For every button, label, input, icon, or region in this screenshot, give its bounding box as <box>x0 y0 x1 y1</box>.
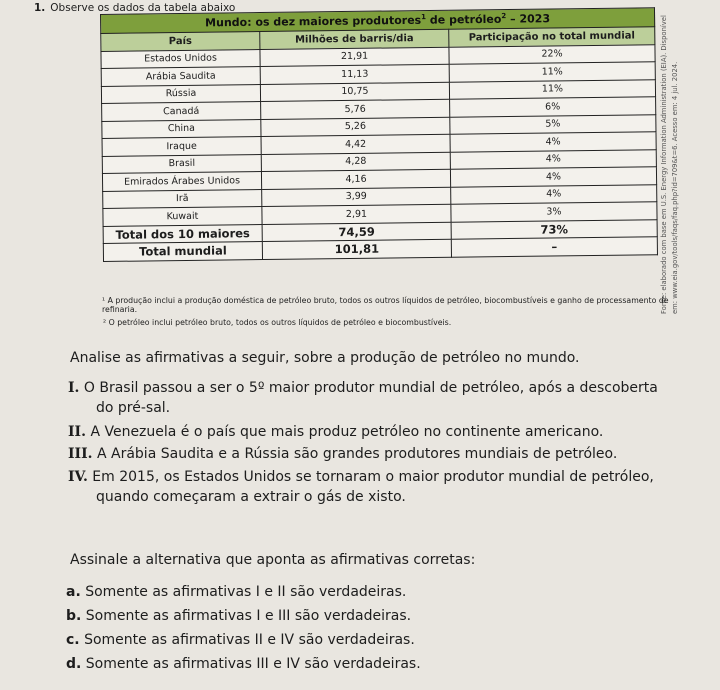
table-cell: – <box>451 237 657 257</box>
table-source: Fonte: elaborado com base em U.S. Energy Information Administration (EIA). Disponível em: www.eia.gov/tools/faqs/faq.php?id=709&t=6. Acesso em: 4 jul. 2024. <box>660 15 679 314</box>
table-cell: 6% <box>450 97 656 117</box>
table-cell: Estados Unidos <box>101 49 260 68</box>
table-cell: Total dos 10 maiores <box>103 224 262 243</box>
table-cell: 74,59 <box>262 222 451 242</box>
column-header: Milhões de barris/dia <box>260 29 449 49</box>
table-cell: Total mundial <box>103 242 262 261</box>
table-cell: Canadá <box>102 102 261 121</box>
statement-2: II. A Venezuela é o país que mais produz petróleo no continente americano. <box>68 424 604 440</box>
table-cell: 11% <box>449 62 655 82</box>
intro-text: Analise as afirmativas a seguir, sobre a produção de petróleo no mundo. <box>70 350 580 366</box>
table-cell: 21,91 <box>260 47 449 67</box>
table-cell: 2,91 <box>262 204 451 224</box>
footnote-1: ¹ A produção inclui a produção doméstica de petróleo bruto, todos os outros líquidos de petróleo, biocombustíveis e ganho de processamento de refinaria. <box>102 296 669 314</box>
alternative-c[interactable]: c. Somente as afirmativas II e IV são verdadeiras. <box>66 632 415 648</box>
table-cell: Brasil <box>102 154 261 173</box>
table-cell: Emirados Árabes Unidos <box>102 172 261 191</box>
table-cell: Kuwait <box>103 207 262 226</box>
column-header: País <box>101 32 260 51</box>
column-header: Participação no total mundial <box>449 27 655 47</box>
table-cell: Rússia <box>101 84 260 103</box>
table-cell: 5,26 <box>261 117 450 137</box>
table-cell: 11% <box>449 79 655 99</box>
table-cell: Arábia Saudita <box>101 67 260 86</box>
alternative-d[interactable]: d. Somente as afirmativas III e IV são verdadeiras. <box>66 656 421 672</box>
table-cell: 22% <box>449 44 655 64</box>
table-cell: 73% <box>451 219 657 239</box>
table-cell: 4,28 <box>261 152 450 172</box>
table-cell: 10,75 <box>260 82 449 102</box>
statement-1: I. O Brasil passou a ser o 5º maior produtor mundial de petróleo, após a descoberta do pré-sal. <box>68 380 658 416</box>
table-cell: 4,16 <box>261 169 450 189</box>
table-cell: 4% <box>451 184 657 204</box>
assinale-text: Assinale a alternativa que aponta as afirmativas corretas: <box>70 552 476 568</box>
table-cell: 3,99 <box>262 187 451 207</box>
table-caption: Mundo: os dez maiores produtores$^1$ de petróleo$^2$ – 2023 <box>101 8 655 34</box>
statement-4: IV. Em 2015, os Estados Unidos se tornaram o maior produtor mundial de petróleo, quando começaram a extrair o gás de xisto. <box>68 469 654 505</box>
oil-producers-table <box>100 7 658 261</box>
table-cell: 5% <box>450 114 656 134</box>
table-cell: 4% <box>450 167 656 187</box>
table-cell: 4% <box>450 132 656 152</box>
table-cell: 11,13 <box>260 64 449 84</box>
table-cell: 5,76 <box>261 99 450 119</box>
statement-3: III. A Arábia Saudita e a Rússia são grandes produtores mundiais de petróleo. <box>68 446 618 462</box>
alternative-b[interactable]: b. Somente as afirmativas I e III são verdadeiras. <box>66 608 412 624</box>
table-cell: Iraque <box>102 137 261 156</box>
table-cell: China <box>102 119 261 138</box>
question-prompt: Observe os dados da tabela abaixo <box>50 2 236 14</box>
table-cell: 4% <box>450 149 656 169</box>
table-cell: Irã <box>103 189 262 208</box>
question-number: 1. <box>34 2 46 14</box>
table-cell: 3% <box>451 202 657 222</box>
alternative-a[interactable]: a. Somente as afirmativas I e II são verdadeiras. <box>66 584 407 600</box>
table-cell: 4,42 <box>261 134 450 154</box>
table-cell: 101,81 <box>262 239 451 259</box>
footnote-2: ² O petróleo inclui petróleo bruto, todos os outros líquidos de petróleo e biocombustíveis. <box>103 318 452 327</box>
